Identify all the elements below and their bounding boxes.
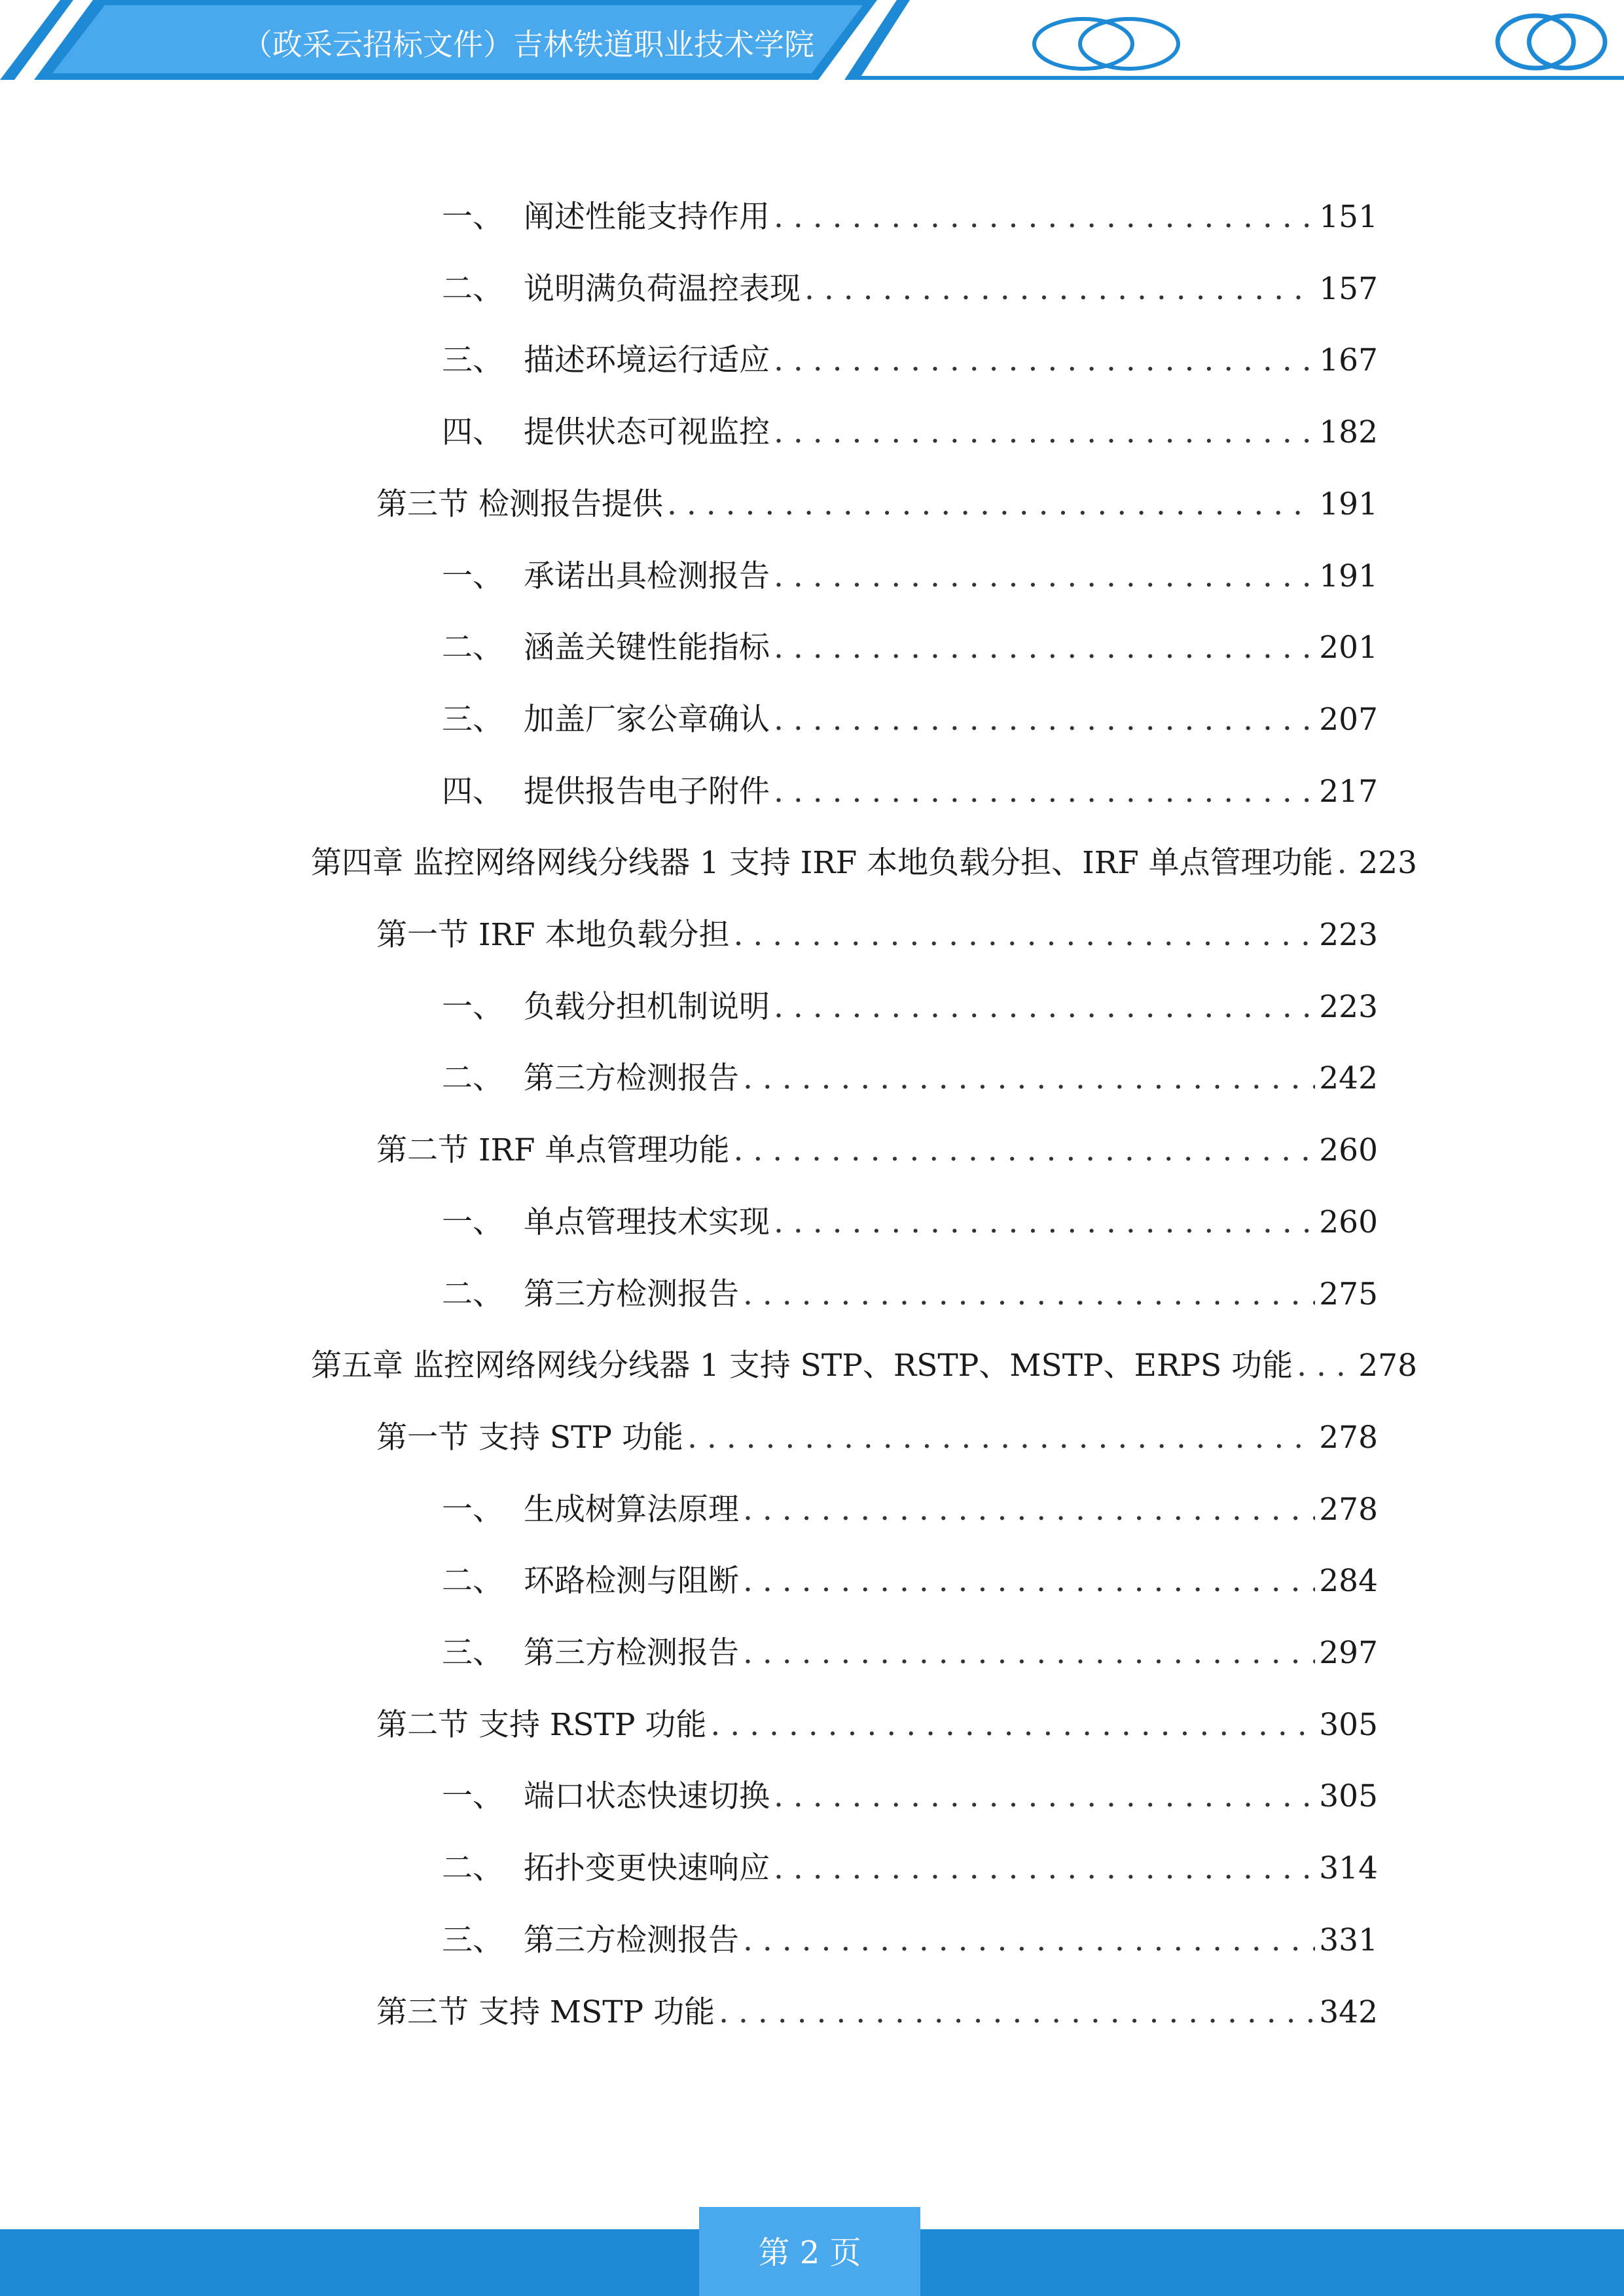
toc-entry-number: 二、: [442, 1563, 503, 1599]
toc-entry-number: 一、: [442, 1778, 503, 1814]
toc-entry[interactable]: [442, 1268, 1378, 1321]
toc-entry-label: [376, 1986, 715, 2039]
toc-entry-label: [442, 406, 770, 459]
toc-entry-label: [311, 1340, 1293, 1392]
toc-entry-page: 167: [1319, 342, 1378, 378]
toc-entry-title: 描述环境运行适应: [524, 342, 770, 378]
toc-entry[interactable]: [442, 981, 1378, 1033]
toc-entry-title: 第三方检测报告: [524, 1276, 739, 1312]
toc-entry-page: 331: [1319, 1922, 1378, 1958]
toc-entry[interactable]: [442, 694, 1378, 746]
toc-entry-title: 说明满负荷温控表现: [524, 271, 801, 307]
toc-entry-title: 加盖厂家公章确认: [524, 702, 770, 738]
toc-entry[interactable]: [442, 550, 1378, 603]
toc-dot-leader: [774, 550, 1315, 603]
toc-entry-label: [442, 1627, 739, 1679]
toc-entry-title: 第二节 支持 RSTP 功能: [376, 1707, 707, 1743]
toc-entry-title: 承诺出具检测报告: [524, 558, 770, 594]
toc-entry-number: 三、: [442, 1922, 503, 1958]
toc-entry-page: 223: [1319, 989, 1378, 1025]
toc-entry-title: 单点管理技术实现: [524, 1204, 770, 1240]
toc-entry-title: 第二节 IRF 单点管理功能: [376, 1132, 730, 1168]
toc-entry-label: [442, 1196, 770, 1249]
toc-dot-leader: [733, 1124, 1315, 1177]
toc-dot-leader: [687, 1412, 1315, 1464]
toc-entry[interactable]: [376, 1124, 1378, 1177]
toc-entry[interactable]: [311, 1340, 1417, 1392]
toc-entry[interactable]: [376, 1412, 1378, 1464]
toc-entry[interactable]: [442, 263, 1378, 315]
toc-dot-leader: [774, 1770, 1315, 1823]
toc-entry[interactable]: [442, 1914, 1378, 1967]
toc-entry-label: [442, 622, 770, 674]
toc-entry-title: 负载分担机制说明: [524, 989, 770, 1025]
toc-entry-label: [376, 1412, 683, 1464]
toc-entry[interactable]: [442, 334, 1378, 387]
toc-entry-label: [376, 478, 663, 531]
toc-entry-label: [442, 263, 801, 315]
toc-entry-number: 二、: [442, 1850, 503, 1886]
toc-entry-title: 环路检测与阻断: [524, 1563, 739, 1599]
toc-entry-page: 223: [1319, 917, 1378, 953]
toc-entry-page: 191: [1319, 558, 1378, 594]
toc-entry-page: 151: [1319, 199, 1378, 235]
toc-dot-leader: [774, 694, 1315, 746]
toc-entry-number: 二、: [442, 271, 503, 307]
toc-entry-number: 一、: [442, 989, 503, 1025]
toc-entry-page: 278: [1358, 1348, 1417, 1384]
toc-dot-leader: [774, 191, 1315, 243]
toc-entry[interactable]: [442, 622, 1378, 674]
toc-entry-page: 342: [1319, 1994, 1378, 2030]
toc-entry[interactable]: [442, 1052, 1378, 1105]
double-ring-logo-icon: [1021, 14, 1191, 73]
toc-dot-leader: [743, 1914, 1315, 1967]
toc-entry-number: 一、: [442, 1492, 503, 1528]
page-header: [0, 0, 1624, 85]
toc-entry[interactable]: [376, 909, 1378, 961]
toc-entry-title: 第三方检测报告: [524, 1922, 739, 1958]
toc-dot-leader: [1337, 837, 1355, 889]
toc-entry-page: 297: [1319, 1635, 1378, 1671]
toc-entry[interactable]: [311, 837, 1417, 889]
toc-entry-page: 201: [1319, 630, 1378, 666]
toc-dot-leader: [804, 263, 1315, 315]
header-title: （政采云招标文件）吉林铁道职业技术学院: [242, 27, 814, 62]
toc-entry[interactable]: [442, 191, 1378, 243]
toc-dot-leader: [733, 909, 1315, 961]
toc-entry-title: 第三方检测报告: [524, 1060, 739, 1096]
toc-entry[interactable]: [376, 1986, 1378, 2039]
toc-entry-page: 207: [1319, 702, 1378, 738]
toc-entry-title: 提供状态可视监控: [524, 414, 770, 450]
toc-dot-leader: [774, 334, 1315, 387]
toc-entry-title: 第一节 支持 STP 功能: [376, 1420, 683, 1456]
toc-entry-number: 三、: [442, 1635, 503, 1671]
toc-entry-title: 第三节 支持 MSTP 功能: [376, 1994, 715, 2030]
toc-entry-page: 278: [1319, 1492, 1378, 1528]
toc-entry-page: 191: [1319, 486, 1378, 522]
toc-entry-label: [442, 550, 770, 603]
toc-entry-page: 305: [1319, 1707, 1378, 1743]
toc-entry-number: 一、: [442, 1204, 503, 1240]
toc-entry-title: 第三方检测报告: [524, 1635, 739, 1671]
toc-entry[interactable]: [442, 406, 1378, 459]
toc-entry-page: 182: [1319, 414, 1378, 450]
toc-entry-label: [442, 1484, 739, 1536]
toc-entry[interactable]: [442, 1555, 1378, 1607]
toc-entry-label: [442, 1268, 739, 1321]
toc-entry-page: 260: [1319, 1204, 1378, 1240]
toc-entry-page: 223: [1358, 845, 1417, 881]
toc-entry-page: 157: [1319, 271, 1378, 307]
toc-entry[interactable]: [376, 478, 1378, 531]
toc-dot-leader: [743, 1627, 1315, 1679]
toc-entry-number: 三、: [442, 342, 503, 378]
toc-entry-number: 一、: [442, 199, 503, 235]
toc-entry-page: 305: [1319, 1778, 1378, 1814]
toc-entry-label: [442, 981, 770, 1033]
toc-entry-label: [442, 766, 770, 818]
toc-entry-title: 第三节 检测报告提供: [376, 486, 663, 522]
toc-dot-leader: [743, 1484, 1315, 1536]
toc-dot-leader: [667, 478, 1315, 531]
toc-entry[interactable]: [442, 1627, 1378, 1679]
toc-dot-leader: [774, 1842, 1315, 1895]
toc-dot-leader: [743, 1268, 1315, 1321]
toc-entry-title: 第一节 IRF 本地负载分担: [376, 917, 730, 953]
toc-dot-leader: [1297, 1340, 1354, 1392]
toc-entry-title: 第五章 监控网络网线分线器 1 支持 STP、RSTP、MSTP、ERPS 功能: [311, 1348, 1293, 1384]
toc-entry[interactable]: [442, 1770, 1378, 1823]
toc-entry[interactable]: [442, 1196, 1378, 1249]
toc-entry-page: 284: [1319, 1563, 1378, 1599]
toc-dot-leader: [710, 1699, 1315, 1751]
toc-entry-title: 生成树算法原理: [524, 1492, 739, 1528]
toc-dot-leader: [774, 1196, 1315, 1249]
toc-entry-title: 提供报告电子附件: [524, 774, 770, 810]
toc-entry-title: 阐述性能支持作用: [524, 199, 770, 235]
toc-entry-label: [376, 1124, 729, 1177]
toc-entry-title: 端口状态快速切换: [524, 1778, 770, 1814]
toc-entry-label: [442, 1842, 770, 1895]
toc-entry[interactable]: [442, 1484, 1378, 1536]
toc-dot-leader: [743, 1052, 1315, 1105]
toc-entry-label: [442, 1555, 739, 1607]
toc-entry-label: [376, 909, 729, 961]
toc-entry-number: 四、: [442, 414, 503, 450]
toc-entry-label: [442, 191, 770, 243]
toc-dot-leader: [774, 766, 1315, 818]
toc-entry-title: 拓扑变更快速响应: [524, 1850, 770, 1886]
toc-entry-number: 三、: [442, 702, 503, 738]
toc-entry-number: 二、: [442, 1060, 503, 1096]
toc-dot-leader: [719, 1986, 1315, 2039]
toc-entry-page: 275: [1319, 1276, 1378, 1312]
toc-entry-number: 一、: [442, 558, 503, 594]
toc-entry-title: 第四章 监控网络网线分线器 1 支持 IRF 本地负载分担、IRF 单点管理功能: [311, 845, 1333, 881]
toc-entry-number: 二、: [442, 1276, 503, 1312]
toc-entry[interactable]: [376, 1699, 1378, 1751]
toc-entry-page: 217: [1319, 774, 1378, 810]
toc-entry-page: 314: [1319, 1850, 1378, 1886]
toc-entry-label: [442, 1770, 770, 1823]
toc-entry-label: [311, 837, 1333, 889]
brand-logo-icon: [1492, 9, 1610, 75]
toc-entry-label: [442, 1914, 739, 1967]
toc-entry-page: 242: [1319, 1060, 1378, 1096]
toc-entry[interactable]: [442, 766, 1378, 818]
toc-entry-number: 四、: [442, 774, 503, 810]
toc-dot-leader: [774, 981, 1315, 1033]
toc-entry-number: 二、: [442, 630, 503, 666]
toc-entry-label: [442, 334, 770, 387]
toc-entry-title: 涵盖关键性能指标: [524, 630, 770, 666]
toc-dot-leader: [743, 1555, 1315, 1607]
toc-entry-label: [442, 1052, 739, 1105]
toc-dot-leader: [774, 406, 1315, 459]
page-number: 第 2 页: [758, 2234, 861, 2271]
toc-entry-page: 260: [1319, 1132, 1378, 1168]
toc-entry-page: 278: [1319, 1420, 1378, 1456]
toc-entry[interactable]: [442, 1842, 1378, 1895]
toc-entry-label: [442, 694, 770, 746]
toc-dot-leader: [774, 622, 1315, 674]
toc-entry-label: [376, 1699, 706, 1751]
